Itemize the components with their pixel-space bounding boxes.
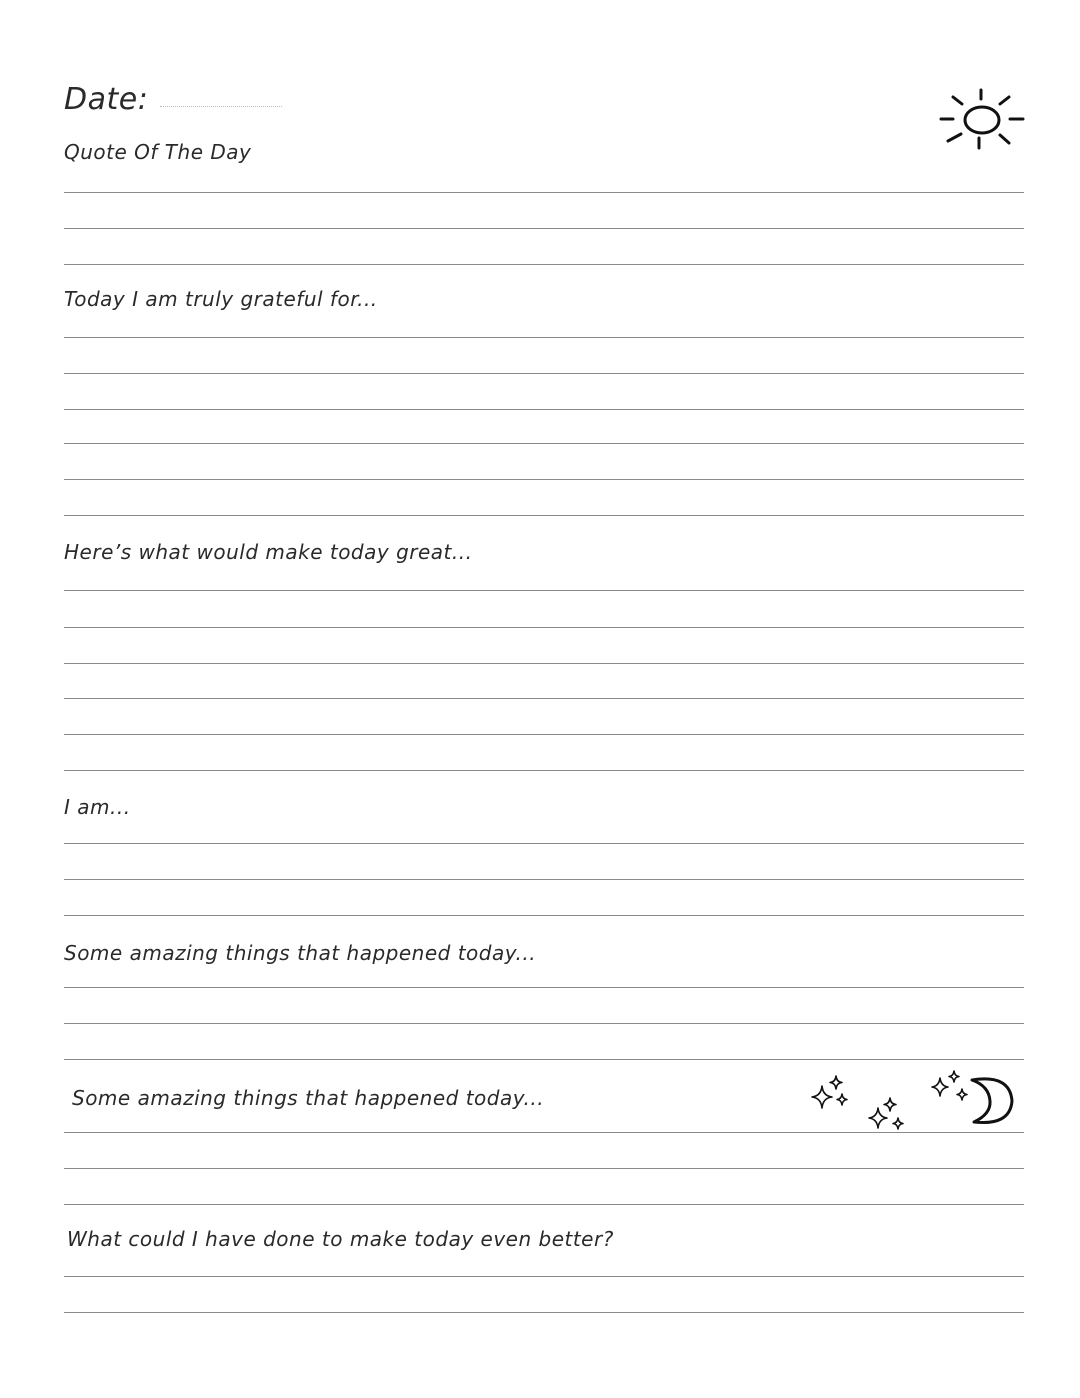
writing-line[interactable] (64, 590, 1024, 591)
heading-amazing-things-1: Some amazing things that happened today... (64, 941, 537, 965)
crescent-moon-icon (928, 1068, 1018, 1128)
writing-line[interactable] (64, 879, 1024, 880)
date-label: Date: (64, 82, 149, 117)
writing-line[interactable] (64, 987, 1024, 988)
writing-line[interactable] (64, 698, 1024, 699)
writing-line[interactable] (64, 1059, 1024, 1060)
writing-line[interactable] (64, 443, 1024, 444)
heading-i-am: I am... (64, 795, 131, 819)
writing-line[interactable] (64, 843, 1024, 844)
writing-line[interactable] (64, 409, 1024, 410)
writing-line[interactable] (64, 1023, 1024, 1024)
writing-line[interactable] (64, 770, 1024, 771)
writing-line[interactable] (64, 1276, 1024, 1277)
heading-grateful: Today I am truly grateful for... (64, 287, 378, 311)
writing-line[interactable] (64, 1168, 1024, 1169)
writing-line[interactable] (64, 373, 1024, 374)
sun-icon (936, 86, 1028, 154)
writing-line[interactable] (64, 1312, 1024, 1313)
sparkles-icon (806, 1074, 854, 1116)
writing-line[interactable] (64, 228, 1024, 229)
writing-line[interactable] (64, 734, 1024, 735)
writing-line[interactable] (64, 515, 1024, 516)
writing-line[interactable] (64, 479, 1024, 480)
writing-line[interactable] (64, 915, 1024, 916)
writing-line[interactable] (64, 192, 1024, 193)
writing-line[interactable] (64, 627, 1024, 628)
writing-line[interactable] (64, 264, 1024, 265)
heading-make-today-great: Here’s what would make today great... (64, 540, 473, 564)
writing-line[interactable] (64, 337, 1024, 338)
heading-quote-of-the-day: Quote Of The Day (64, 140, 252, 164)
heading-amazing-things-2: Some amazing things that happened today... (72, 1086, 545, 1110)
date-field[interactable] (160, 106, 282, 107)
writing-line[interactable] (64, 663, 1024, 664)
sparkles-icon (864, 1096, 910, 1136)
writing-line[interactable] (64, 1204, 1024, 1205)
heading-even-better: What could I have done to make today even better? (67, 1227, 614, 1251)
